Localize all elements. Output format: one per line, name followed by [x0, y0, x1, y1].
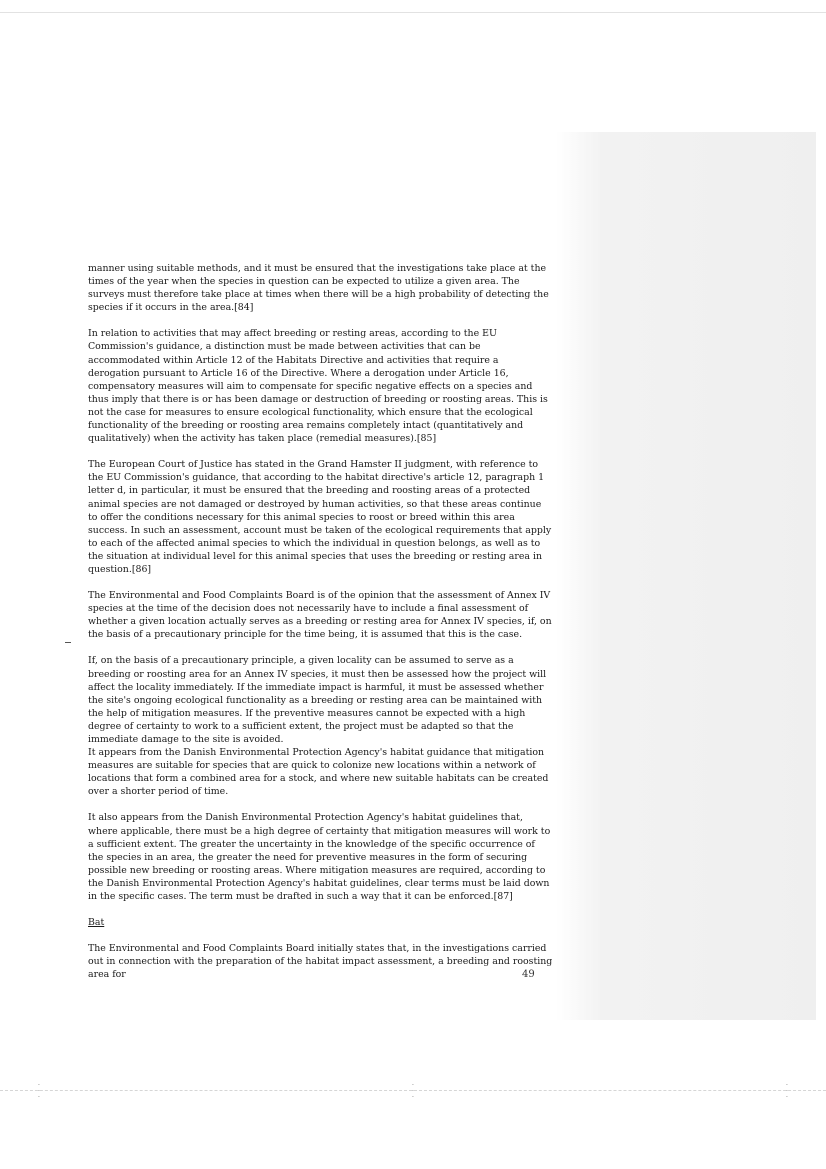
- crop-mark-center: · · ·: [412, 1082, 414, 1101]
- paragraph-board-opinion-annex-iv: The Environmental and Food Complaints Board is of the opinion that the assessment of Annex IV species at the time of the decision does not necessarily have to include a final assessment of whether a given location actually serves as a breeding or resting area for Annex IV species, if, on the basis of a precautionary principle for the time being, it is assumed that this is the case.: [88, 590, 552, 641]
- top-scan-rule: [0, 12, 826, 13]
- crop-mark-left: · · ·: [38, 1082, 40, 1101]
- paragraph-precautionary-principle: If, on the basis of a precautionary principle, a given locality can be assumed to serve as a breeding or roosting area for an Annex IV species, it must then be assessed how the project will affect the locality immediately. If the immediate impact is harmful, it must be assessed whether the site's ongoing ecological functionality as a breeding or resting area can be maintained with the help of mitigation measures. If the preventive measures cannot be expected with a high degree of certainty to work to a sufficient extent, the project must be adapted so that the immediate damage to the site is avoided.: [88, 655, 547, 745]
- paragraph-grand-hamster-judgment: The European Court of Justice has stated in the Grand Hamster II judgment, with reference to the EU Commission's guidance, that according to the habitat directive's article 12, paragraph 1 letter d, in particular, it must be ensured that the breeding and roosting areas of a protected animal species are not damaged or destroyed by human activities, so that these areas continue to offer the conditions necessary for this animal species to roost or breed within this area success. In such an assessment, account must be taken of the ecological requirements that apply to each of the affected animal species to which the individual in question belongs, as well as to the situation at individual level for this animal species that uses the breeding or resting area in question.[86]: [88, 459, 552, 575]
- crop-mark-right: · · ·: [786, 1082, 788, 1101]
- margin-mark: [65, 642, 71, 643]
- paragraph-mitigation-suitability: It appears from the Danish Environmental Protection Agency's habitat guidance that mitigation measures are suitable for species that are quick to colonize new locations within a network of locations that form a combined area for a stock, and where new suitable habitats can be created over a shorter period of time.: [88, 747, 549, 798]
- paragraph-breeding-resting-activities: In relation to activities that may affect breeding or resting areas, according to the EU Commission's guidance, a distinction must be made between activities that can be accommodated within Article 12 of the Habitats Directive and activities that require a derogation pursuant to Article 16 of the Directive. Where a derogation under Article 16, compensatory measures will aim to compensate for specific negative effects on a species and thus imply that there is or has been damage or destruction of breeding or roosting areas. This is not the case for measures to ensure ecological functionality, which ensure that the ecological functionality of the breeding or roosting area remains completely intact (quantitatively and qualitatively) when the activity has taken place (remedial measures).[85]: [88, 328, 548, 445]
- section-heading-bat: Bat: [88, 917, 105, 929]
- paragraph-survey-timing: manner using suitable methods, and it must be ensured that the investigations take place at the times of the year when the species in question can be expected to utilize a given area. The surveys must therefore take place at times when there will be a high probability of detecting the species if it occurs in the area.[84]: [88, 263, 549, 314]
- document-body: [88, 262, 553, 982]
- paragraph-bat-intro: The Environmental and Food Complaints Board initially states that, in the investigations carried out in connection with the preparation of the habitat impact assessment, a breeding and roosting area for: [88, 943, 553, 981]
- page-number: 49: [522, 969, 535, 980]
- scan-shadow: [556, 132, 816, 1020]
- paragraph-mitigation-certainty: It also appears from the Danish Environmental Protection Agency's habitat guidelines that, where applicable, there must be a high degree of certainty that mitigation measures will work to a sufficient extent. The greater the uncertainty in the knowledge of the specific occurrence of the species in an area, the greater the need for preventive measures in the form of securing possible new breeding or roosting areas. Where mitigation measures are required, according to the Danish Environmental Protection Agency's habitat guidelines, clear terms must be laid down in the specific cases. The term must be drafted in such a way that it can be enforced.[87]: [88, 812, 551, 903]
